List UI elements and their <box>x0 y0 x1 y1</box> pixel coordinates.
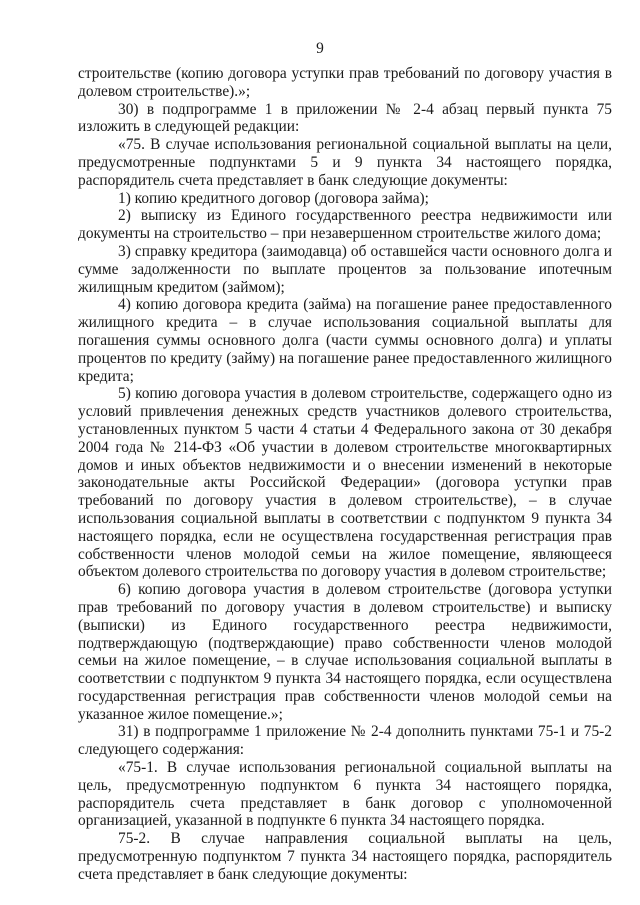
list-item: 2) выписку из Единого государственного реестра недвижимости или документы на строительство – при незавершенном строительстве жилого дома; <box>78 207 612 243</box>
paragraph: «75-1. В случае использования региональной социальной выплаты на цель, предусмотренную подпунктом 6 пункта 34 настоящего порядка, распорядитель счета представляет в банк договор с уполномоченной организацией, указанной в подпункте 6 пункта 34 настоящего порядка. <box>78 759 612 830</box>
list-item: 6) копию договора участия в долевом строительстве (договора уступки прав требований по договору участия в долевом строительстве) и выписку (выписки) из Единого государственного реестра недвижимости, подтверждающую (подтверждающие) право собственности членов молодой семьи на жилое помещение, – в случае использования социальной выплаты в соответствии с подпунктом 9 пункта 34 настоящего порядка, если осуществлена государственная регистрация прав собственности членов молодой семьи на указанное жилое помещение.»; <box>78 581 612 723</box>
list-item: 1) копию кредитного договор (договора займа); <box>118 189 429 207</box>
document-body <box>78 65 612 884</box>
paragraph: «75. В случае использования региональной социальной выплаты на цели, предусмотренные подпунктами 5 и 9 пункта 34 настоящего порядка, распорядитель счета представляет в банк следующие документы: <box>78 136 612 189</box>
list-item: 5) копию договора участия в долевом строительстве, содержащего одно из условий привлечения денежных средств участников долевого строительства, установленных пунктом 5 части 4 статьи 4 Федерального закона от 30 декабря 2004 года № 214-ФЗ «Об участии в долевом строительстве многоквартирных домов и иных объектов недвижимости и о внесении изменений в некоторые законодательные акты Российской Федерации» (договора уступки прав требований по договору участия в долевом строительстве), – в случае использования социальной выплаты в соответствии с подпунктом 9 пункта 34 настоящего порядка, если не осуществлена государственная регистрация прав собственности членов молодой семьи на жилое помещение, являющееся объектом долевого строительства по договору участия в долевом строительстве; <box>78 385 612 581</box>
paragraph: 75-2. В случае направления социальной выплаты на цель, предусмотренную подпунктом 7 пункта 34 настоящего порядка, распорядитель счета представляет в банк следующие документы: <box>78 830 612 883</box>
list-item: 4) копию договора кредита (займа) на погашение ранее предоставленного жилищного кредита – в случае использования социальной выплаты для погашения суммы основного долга (части суммы основного долга) и уплаты процентов по кредиту (займу) на погашение ранее предоставленного жилищного кредита; <box>78 296 612 385</box>
paragraph: строительстве (копию договора уступки прав требований по договору участия в долевом строительстве).»; <box>78 65 612 100</box>
paragraph: 31) в подпрограмме 1 приложение № 2-4 дополнить пунктами 75-1 и 75-2 следующего содержания: <box>78 723 612 759</box>
page-number: 9 <box>316 40 324 57</box>
paragraph: 30) в подпрограмме 1 в приложении № 2-4 абзац первый пункта 75 изложить в следующей редакции: <box>78 100 612 136</box>
list-item: 3) справку кредитора (заимодавца) об оставшейся части основного долга и сумме задолженности по выплате процентов за пользование ипотечным жилищным кредитом (займом); <box>78 242 612 296</box>
